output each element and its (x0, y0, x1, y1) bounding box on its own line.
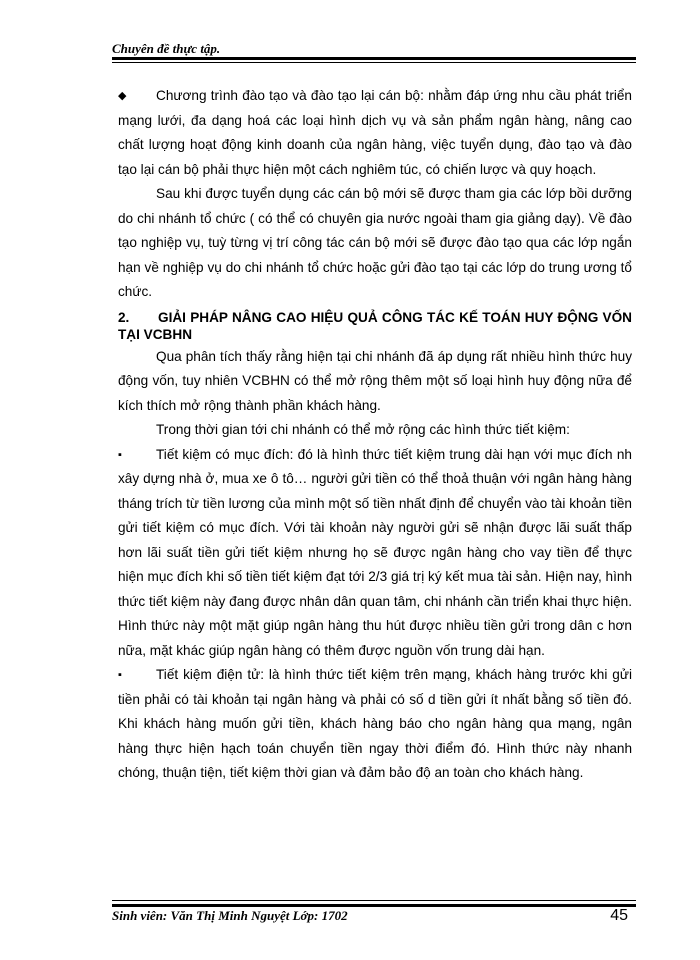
section-title: GIẢI PHÁP NÂNG CAO HIỆU QUẢ CÔNG TÁC KẾ TOÁN HUY ĐỘNG VỐN TẠI VCBHN (118, 309, 632, 342)
document-body (118, 84, 632, 786)
paragraph-recruitment: Sau khi được tuyển dụng các cán bộ mới sẽ được tham gia các lớp bồi dưỡng do chi nhánh tổ chức ( có thể có chuyên gia nước ngoài tham gia giảng dạy). Về đào tạo nghiệp vụ, tuỳ từng vị trí công tác cán bộ mới sẽ được đào tạo qua các lớp ngắn hạn về nghiệp vụ do chi nhánh tổ chức hoặc gửi đào tạo tại các lớp do trung ương tổ chức. (118, 186, 632, 299)
page-header: Chuyên đề thực tập. (112, 41, 221, 56)
bullet-paragraph-electronic-savings (118, 663, 632, 786)
header-rule-thin (112, 62, 636, 63)
square-bullet-icon: ▪ (118, 448, 122, 461)
page-number: 45 (610, 907, 628, 924)
paragraph-analysis: Qua phân tích thấy rằng hiện tại chi nhánh đã áp dụng rất nhiều hình thức huy động vốn, tuy nhiên VCBHN có thể mở rộng thêm một số loại hình huy động nữa để kích thích mở rộng thành phần khách hàng. (118, 348, 632, 413)
bullet-text: Chương trình đào tạo và đào tạo lại cán bộ: nhằm đáp ứng nhu cầu phát triển mạng lưới, đa dạng hoá các loại hình dịch vụ và sản phẩm ngân hàng, nâng cao chất lượng hoạt động kinh doanh của ngân hàng, việc tuyển dụng, đào tạo và đào tạo lại cán bộ phải thực hiện một cách nghiêm túc, có chiến lược và quy hoạch. (118, 88, 632, 177)
page-footer: Sinh viên: Văn Thị Minh Nguyệt Lớp: 1702 (112, 908, 348, 923)
bullet-paragraph-training (118, 84, 632, 182)
bullet-text: Tiết kiệm có mục đích: đó là hình thức tiết kiệm trung dài hạn với mục đích nh xây dựng nhà ở, mua xe ô tô… người gửi tiền có thể thoả thuận với ngân hàng hàng tháng trích từ tiền lương của mình một số tiền nhất định để chuyển vào tài khoản tiền gửi tiết kiệm có mục đích. Với tài khoản này người gửi sẽ nhận được lãi suất thấp hơn lãi suất tiền gửi tiết kiệm nhưng họ sẽ được ngân hàng cho vay tiền để thực hiện mục đích khi số tiền tiết kiệm đạt tới 2/3 giá trị ký kết mua tài sản. Hiện nay, hình thức tiết kiệm này đang được nhân dân quan tâm, chi nhánh cần triển khai thực hiện. Hình thức này một mặt giúp ngân hàng thu hút được nhiều tiền gửi trong dân c hơn nữa, mặt khác giúp ngân hàng có thêm được nguồn vốn trung dài hạn. (118, 446, 632, 658)
bullet-paragraph-purpose-savings (118, 443, 632, 664)
header-rule-thick (112, 57, 636, 60)
square-bullet-icon: ▪ (118, 669, 122, 681)
footer-rule-thick (112, 904, 636, 907)
footer-rule-thin (112, 900, 636, 901)
diamond-bullet-icon: ◆ (118, 90, 127, 102)
section-heading (118, 309, 632, 343)
section-number: 2. (118, 309, 130, 325)
paragraph-savings-intro: Trong thời gian tới chi nhánh có thể mở rộng các hình thức tiết kiệm: (156, 422, 570, 437)
bullet-text: Tiết kiệm điện tử: là hình thức tiết kiệm trên mạng, khách hàng trước khi gửi tiền phải có tài khoản tại ngân hàng và phải có số d tiền gửi ít nhất bằng số tiền đó. Khi khách hàng muốn gửi tiền, khách hàng báo cho ngân hàng qua mạng, ngân hàng thực hiện hạch toán chuyển tiền ngay thời điểm đó. Hình thức này nhanh chóng, thuận tiện, tiết kiệm thời gian và đảm bảo độ an toàn cho khách hàng. (118, 667, 632, 780)
